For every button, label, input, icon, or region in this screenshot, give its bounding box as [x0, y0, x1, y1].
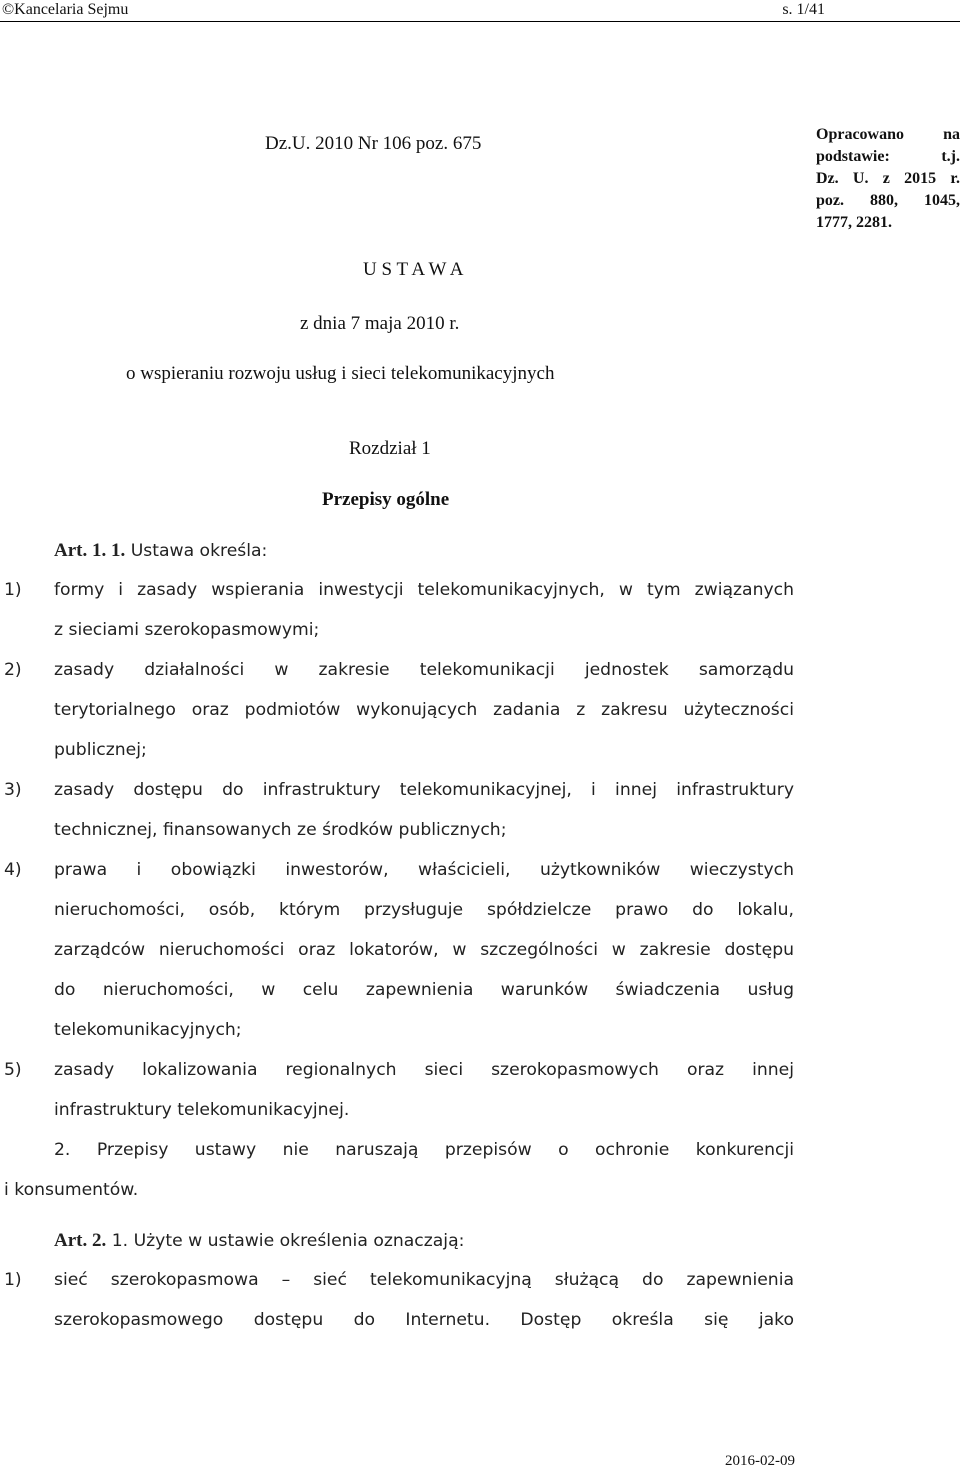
side-note-line: poz. 880, 1045, [816, 192, 960, 209]
side-note-line: 1777, 2281. [816, 214, 892, 231]
side-note-line: Opracowano na [816, 126, 960, 143]
list-item-line: technicznej, finansowanych ze środków publicznych; [54, 820, 507, 840]
art1-lead-text: Ustawa określa: [130, 541, 268, 561]
list-item-line: telekomunikacyjnych; [54, 1020, 242, 1040]
page-header [0, 0, 960, 22]
list-item-line: formy i zasady wspierania inwestycji telekomunikacyjnych, w tym związanych [54, 580, 794, 600]
list-item-line: prawa i obowiązki inwestorów, właścicieli, użytkowników wieczystych [54, 860, 794, 880]
list-item-line: publicznej; [54, 740, 147, 760]
art2-lead [54, 1230, 464, 1252]
list-item-line: infrastruktury telekomunikacyjnej. [54, 1100, 350, 1120]
list-item-line: zasady lokalizowania regionalnych sieci szerokopasmowych oraz innej [54, 1060, 794, 1080]
list-item-number: 2) [4, 660, 22, 680]
art1-number: Art. 1. 1. [54, 540, 126, 561]
side-note [816, 124, 960, 234]
list-item-line: sieć szerokopasmowa – sieć telekomunikacyjną służącą do zapewnienia [54, 1270, 794, 1290]
art1-para2-line: 2. Przepisy ustawy nie naruszają przepisów o ochronie konkurencji [54, 1140, 794, 1160]
act-title: o wspieraniu rozwoju usług i sieci telekomunikacyjnych [126, 363, 555, 384]
list-item-number: 3) [4, 780, 22, 800]
art2-lead-text: 1. Użyte w ustawie określenia oznaczają: [111, 1231, 465, 1251]
page-number: s. 1/41 [782, 1, 825, 18]
list-item-line: terytorialnego oraz podmiotów wykonujących zadania z zakresu użyteczności [54, 700, 794, 720]
footer-date: 2016-02-09 [725, 1453, 795, 1469]
list-item-number: 4) [4, 860, 22, 880]
list-item-line: do nieruchomości, w celu zapewnienia warunków świadczenia usług [54, 980, 794, 1000]
list-item-number: 1) [4, 1270, 22, 1290]
side-note-line: Dz. U. z 2015 r. [816, 170, 960, 187]
act-type: U S T A W A [363, 259, 464, 280]
list-item-line: z sieciami szerokopasmowymi; [54, 620, 320, 640]
list-item-line: zarządców nieruchomości oraz lokatorów, w szczególności w zakresie dostępu [54, 940, 794, 960]
doc-reference: Dz.U. 2010 Nr 106 poz. 675 [265, 133, 482, 154]
art1-lead [54, 540, 267, 562]
header-source: ©Kancelaria Sejmu [2, 1, 129, 18]
act-date: z dnia 7 maja 2010 r. [300, 313, 460, 334]
list-item-line: szerokopasmowego dostępu do Internetu. Dostęp określa się jako [54, 1310, 794, 1330]
list-item-line: zasady dostępu do infrastruktury telekomunikacyjnej, i innej infrastruktury [54, 780, 794, 800]
list-item-number: 5) [4, 1060, 22, 1080]
art1-para2-line: i konsumentów. [4, 1180, 139, 1200]
chapter-number: Rozdział 1 [349, 438, 431, 459]
art2-number: Art. 2. [54, 1230, 107, 1251]
list-item-number: 1) [4, 580, 22, 600]
list-item-line: nieruchomości, osób, którym przysługuje spółdzielcze prawo do lokalu, [54, 900, 794, 920]
chapter-title: Przepisy ogólne [322, 489, 450, 510]
list-item-line: zasady działalności w zakresie telekomunikacji jednostek samorządu [54, 660, 794, 680]
header-rule [0, 21, 960, 22]
side-note-line: podstawie: t.j. [816, 148, 960, 165]
